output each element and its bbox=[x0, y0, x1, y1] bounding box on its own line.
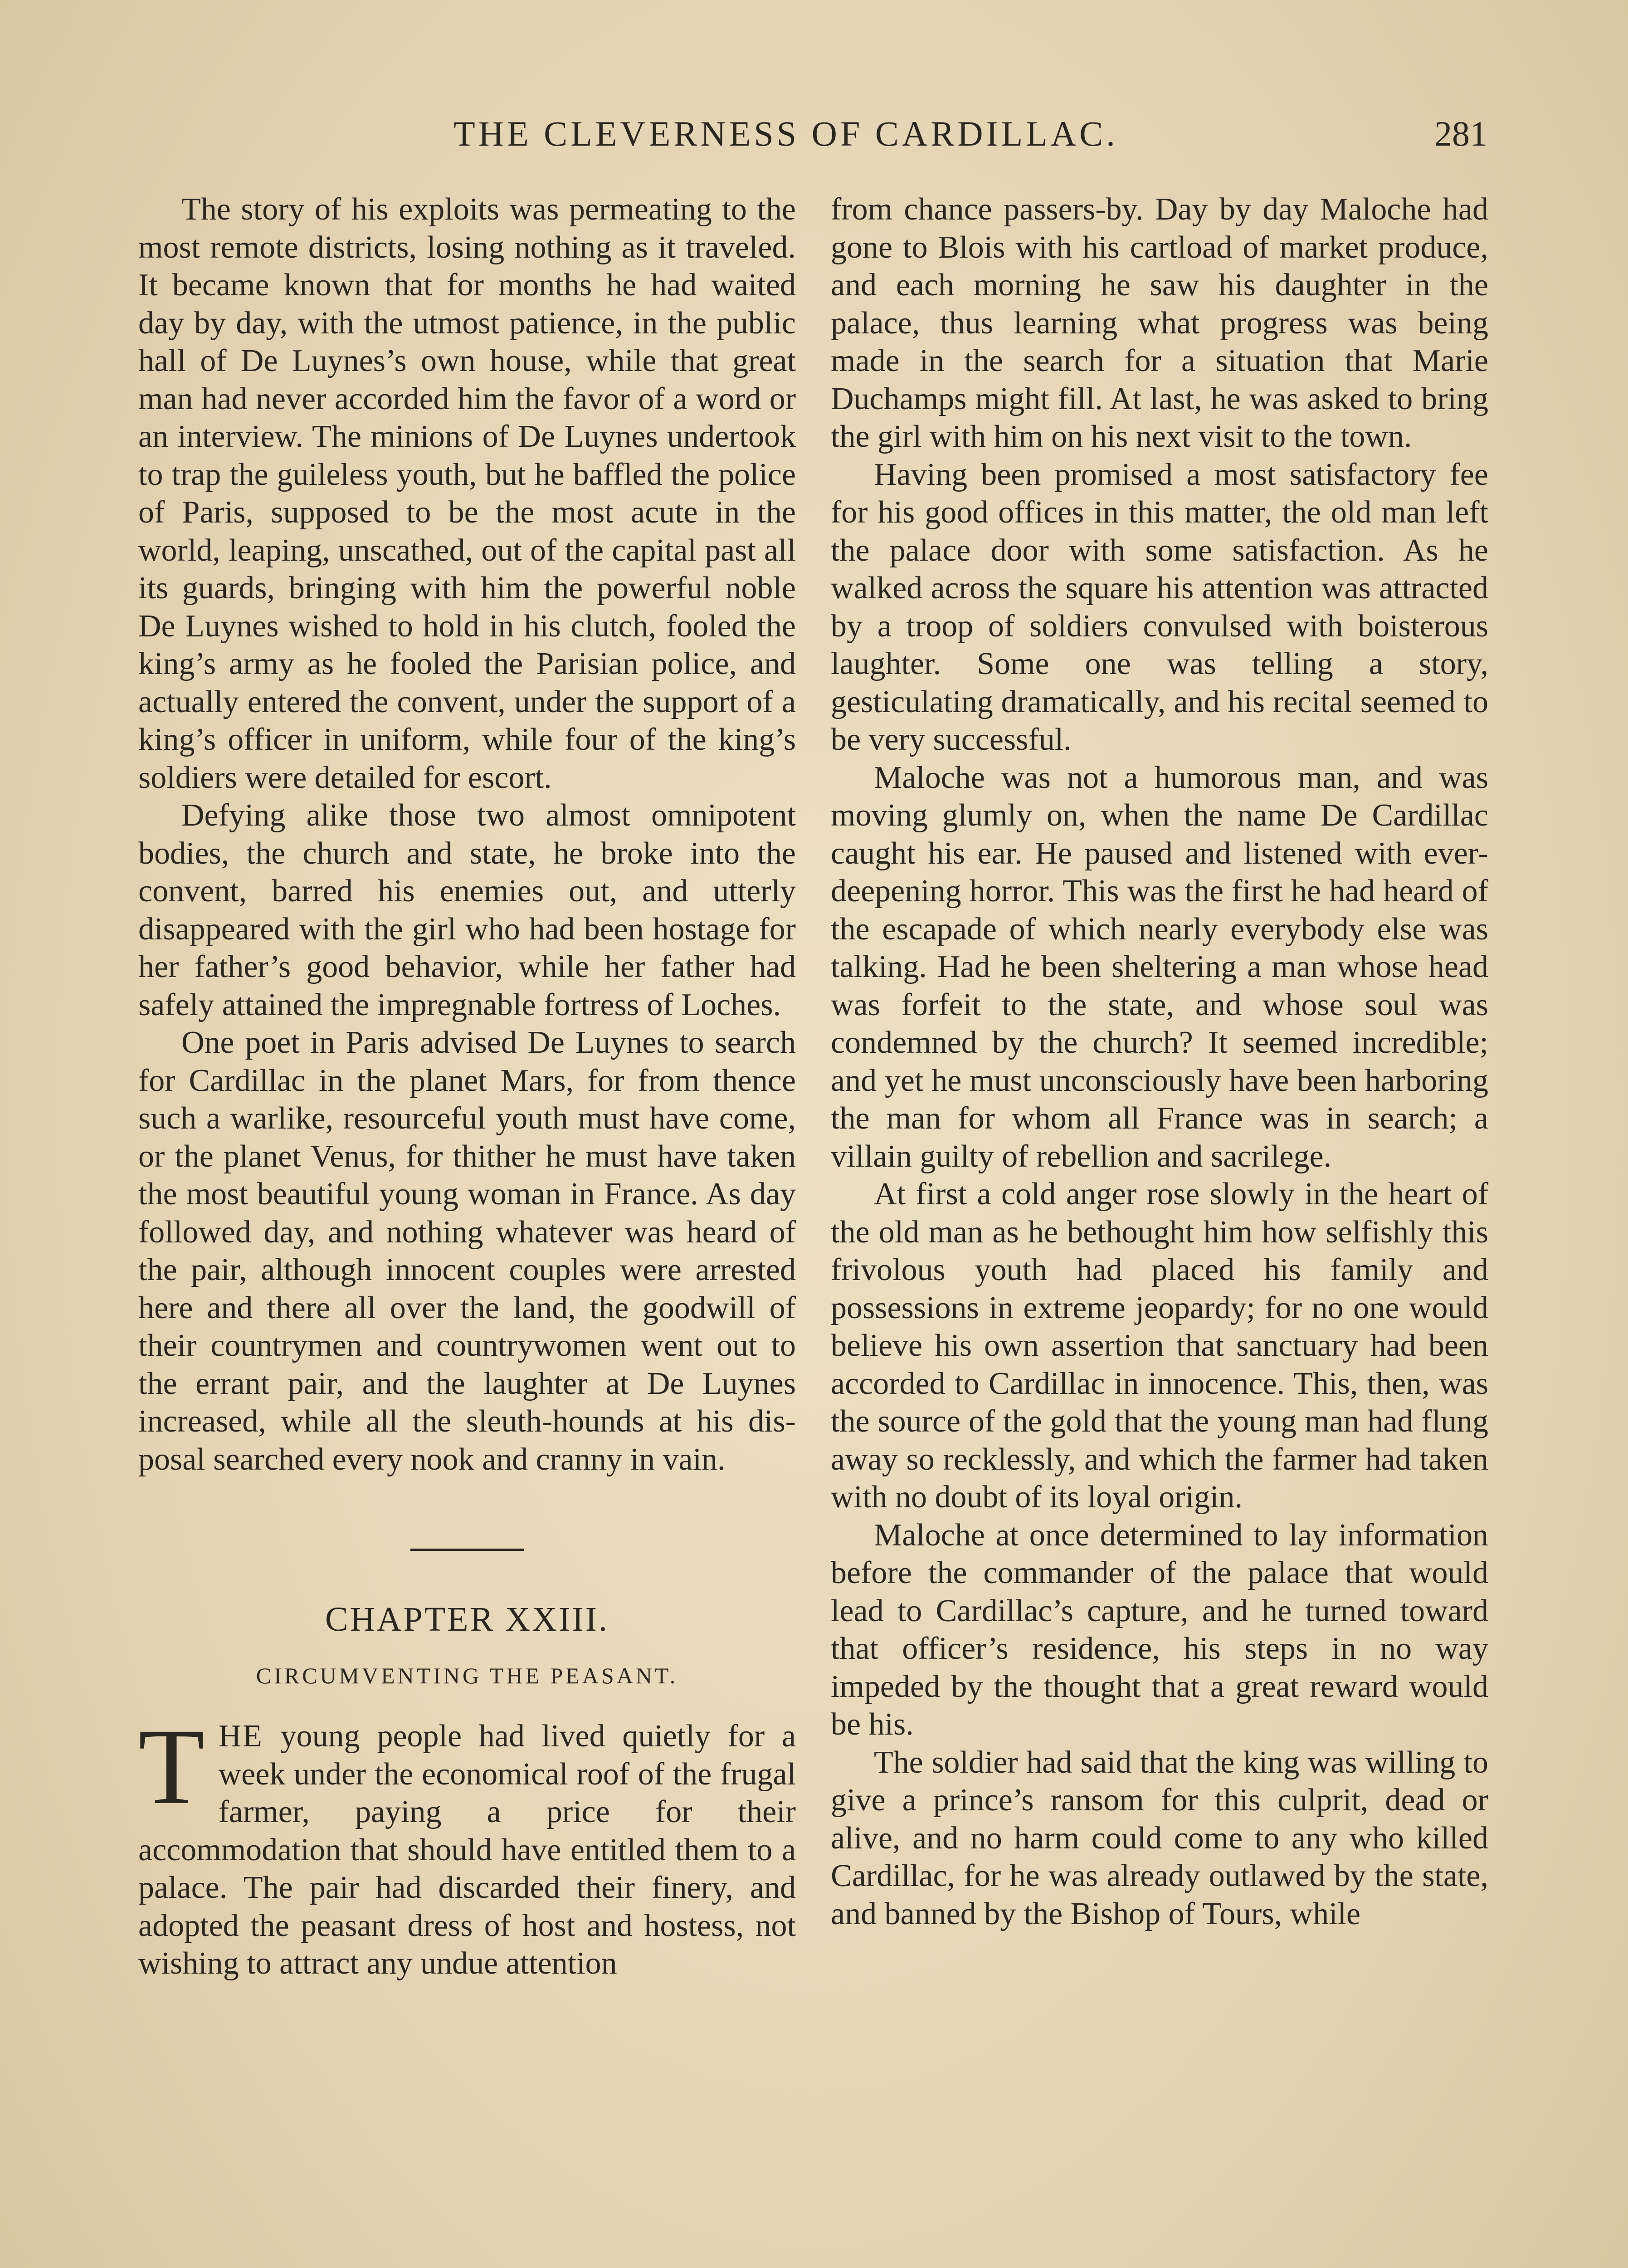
drop-cap: T bbox=[138, 1706, 205, 1827]
chapter-title: CIRCUMVENTING THE PEASANT. bbox=[256, 1662, 678, 1688]
running-title: THE CLEVERNESS OF CARDILLAC. bbox=[453, 114, 1118, 153]
paragraph: The story of his exploits was permeating to the most remote districts, losing nothing as it traveled. It became known that for months he had waited day by day, with the utmost patience, in the public hall of De Luynes’s own house, while that great man had never accorded him the favor of a word or an interview. The minions of De Luynes undertook to trap the guileless youth, but he baffled the police of Paris, supposed to be the most acute in the world, leaping, unscathed, out of the capital past all its guards, bringing with him the powerful noble De Luynes wished to hold in his clutch, fooled the king’s army as he fooled the Parisian police, and actually entered the convent, under the support of a king’s officer in uniform, while four of the king’s soldiers were detailed for escort. bbox=[138, 192, 796, 795]
paragraph: Defying alike those two almost omnipotent bodies, the church and state, he broke into the convent, barred his enemies out, and utterly disappeared with the girl who had been hostage for her father’s good behavior, while her father had safely attained the impregnable fortress of Loches. bbox=[138, 798, 796, 1022]
left-column bbox=[138, 191, 796, 1983]
paragraph: Having been promised a most satisfactory fee for his good offices in this matter, the old man left the palace door with some satisfaction. As he walked across the square his attention was attracted by a troop of soldiers convulsed with boisterous laughter. Some one was telling a story, gesticulating dramatically, and his recital seemed to be very successful. bbox=[831, 457, 1488, 757]
page-header bbox=[136, 113, 1492, 163]
paragraph: Maloche was not a humorous man, and was moving glumly on, when the name De Cardillac caught his ear. He paused and listened with ever-deepening horror. This was the first he had heard of the escapade of which nearly everybody else was talking. Had he been sheltering a man whose head was forfeit to the state, and whose soul was condemned by the church? It seemed incredible; and yet he must unconsciously have been harboring the man for whom all France was in search; a villain guilty of rebellion and sacrilege. bbox=[831, 760, 1488, 1174]
paragraph: Maloche at once determined to lay information before the commander of the palace that would lead to Cardillac’s capture, and he turned toward that officer’s residence, his steps in no way impeded by the thought that a great reward would be his. bbox=[831, 1517, 1488, 1742]
paragraph: One poet in Paris advised De Luynes to search for Cardillac in the planet Mars, for from thence such a warlike, resourceful youth must have come, or the planet Venus, for thither he must have taken the most beautiful young woman in France. As day followed day, and nothing whatever was heard of the pair, although innocent couples were arrested here and there all over the land, the goodwill of their countrymen and countrywomen went out to the errant pair, and the laughter at De Luynes increased, while all the sleuth-hounds at his disposal searched every nook and cranny in vain. bbox=[138, 1025, 796, 1477]
chapter-opening-paragraph bbox=[138, 1706, 796, 1983]
section-divider bbox=[410, 1549, 524, 1551]
right-column bbox=[831, 191, 1488, 1933]
paragraph: The soldier had said that the king was willing to give a prince’s ransom for this culprit, dead or alive, and no harm could come to any who killed Cardillac, for he was already outlawed by the state, and banned by the Bishop of Tours, while bbox=[831, 1745, 1488, 1931]
page-number: 281 bbox=[1434, 114, 1487, 153]
continued-paragraph: from chance passers-by. Day by day Maloche had gone to Blois with his cartload of market produce, and each morning he saw his daughter in the palace, thus learning what progress was being made in the search for a situation that Marie Duchamps might fill. At last, he was asked to bring the girl with him on his next visit to the town. bbox=[831, 192, 1488, 454]
chapter-number: CHAPTER XXIII. bbox=[325, 1600, 609, 1638]
paragraph: At first a cold anger rose slowly in the heart of the old man as he bethought him how selfishly this frivolous youth had placed his family and possessions in extreme jeopardy; for no one would believe his own assertion that sanctuary had been accorded to Cardillac in innocence. This, then, was the source of the gold that the young man had flung away so recklessly, and which the farmer had taken with no doubt of its loyal origin. bbox=[831, 1177, 1488, 1515]
opening-text: young people had lived quietly for a week under the economical roof of the frugal farmer, paying a price for their accommodation that should have entitled them to a palace. The pair had discarded their finery, and adopted the peasant dress of host and hostess, not wishing to attract any undue attention bbox=[138, 1719, 796, 1981]
opening-word: HE bbox=[218, 1719, 263, 1754]
